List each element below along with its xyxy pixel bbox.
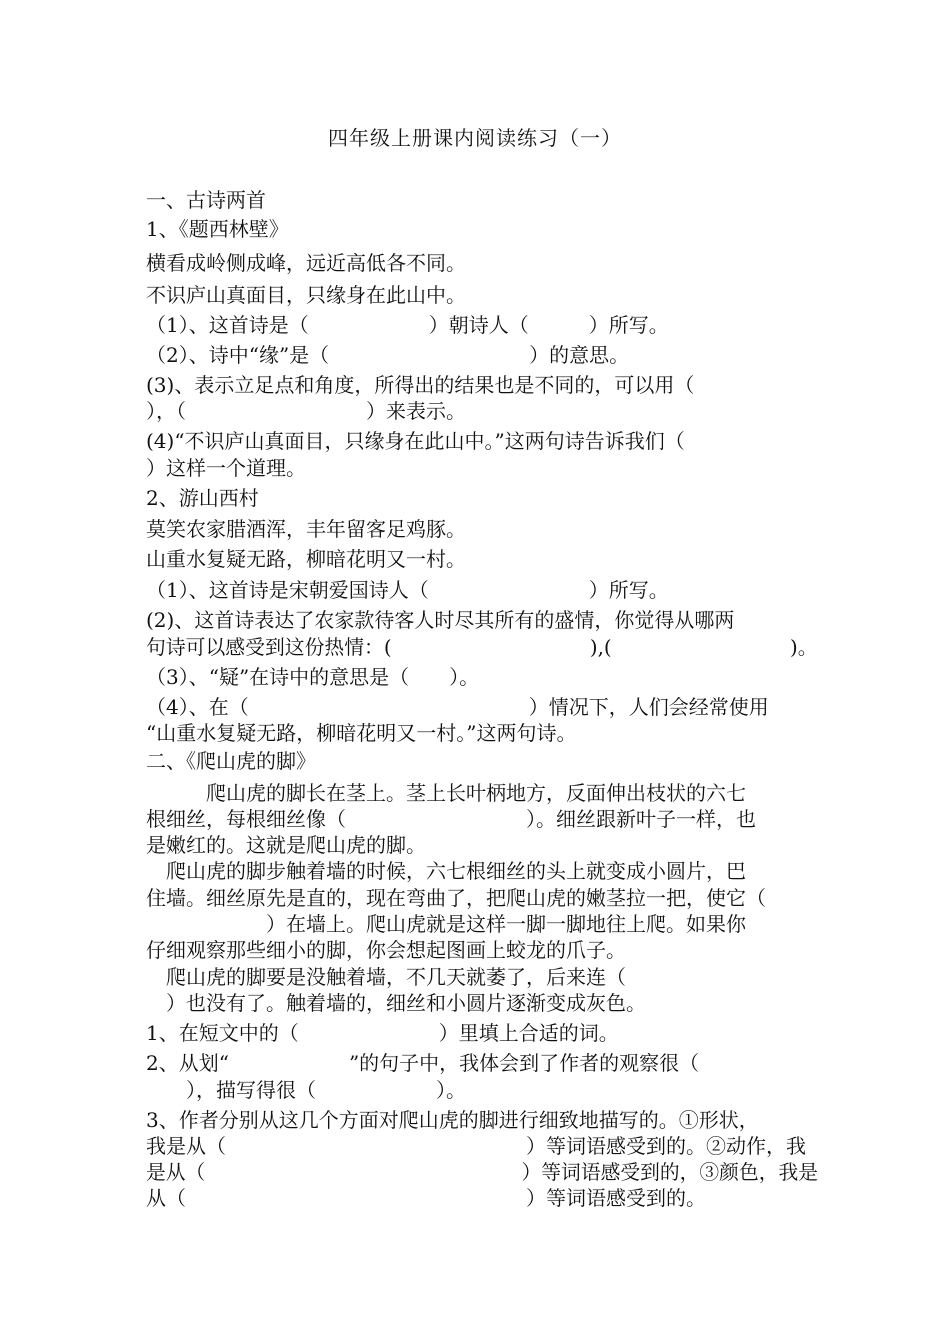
question-line: （2）、诗中“缘”是（ ）的意思。 [146, 343, 630, 367]
passage-line: 爬山虎的脚步触着墙的时候，六七根细丝的头上就变成小圆片，巴 [146, 859, 746, 883]
poem-line: 莫笑农家腊酒浑，丰年留客足鸡豚。 [146, 517, 466, 541]
poem-line: 山重水复疑无路，柳暗花明又一村。 [146, 547, 466, 571]
question-line: 是从（ ）等词语感受到的，③颜色，我是 [146, 1160, 818, 1184]
passage-line: ）在墙上。爬山虎就是这样一脚一脚地往上爬。如果你 [146, 912, 746, 936]
page-title: 四年级上册课内阅读练习（一） [328, 126, 622, 150]
passage-line: 爬山虎的脚长在茎上。茎上长叶柄地方，反面伸出枝状的六七 [146, 781, 746, 805]
passage-line: 仔细观察那些细小的脚，你会想起图画上蛟龙的爪子。 [146, 938, 626, 962]
question-line: (4)“不识庐山真面目，只缘身在此山中。”这两句诗告诉我们（ [146, 429, 685, 453]
question-line: 我是从（ ）等词语感受到的。②动作，我 [146, 1134, 806, 1158]
question-line: 从（ ）等词语感受到的。 [146, 1186, 706, 1210]
question-line: （3）、“疑”在诗中的意思是（ ）。 [146, 665, 480, 689]
question-line: “山重水复疑无路，柳暗花明又一村。”这两句诗。 [146, 721, 577, 745]
question-line: （1）、这首诗是宋朝爱国诗人（ ）所写。 [146, 578, 669, 602]
section-heading: 一、古诗两首 [146, 188, 266, 212]
poem-line: 不识庐山真面目，只缘身在此山中。 [146, 283, 466, 307]
poem-title: 2、游山西村 [146, 486, 259, 510]
question-line: ），描写得很（ ）。 [146, 1078, 466, 1102]
question-line: ），（ ）来表示。 [146, 399, 466, 423]
passage-line: 爬山虎的脚要是没触着墙，不几天就萎了，后来连（ [146, 965, 626, 989]
passage-line: 根细丝，每根细丝像（ ）。细丝跟新叶子一样，也 [146, 807, 756, 831]
question-line: 2、从划“ ”的句子中，我体会到了作者的观察很（ [146, 1051, 700, 1075]
question-line: （4）、在（ ）情况下，人们会经常使用 [146, 695, 769, 719]
section-heading: 二、《爬山虎的脚》 [146, 749, 316, 773]
question-line: （1）、这首诗是（ ）朝诗人（ ）所写。 [146, 313, 669, 337]
question-line: (3)、表示立足点和角度，所得出的结果也是不同的，可以用（ [146, 373, 695, 397]
question-line: ）这样一个道理。 [146, 456, 306, 480]
question-line: (2)、这首诗表达了农家款待客人时尽其所有的盛情，你觉得从哪两 [146, 608, 735, 632]
passage-line: ）也没有了。触着墙的，细丝和小圆片逐渐变成灰色。 [146, 991, 646, 1015]
question-line: 1、在短文中的（ ）里填上合适的词。 [146, 1021, 619, 1045]
poem-line: 横看成岭侧成峰，远近高低各不同。 [146, 251, 466, 275]
question-line: 句诗可以感受到这份热情：( ),( )。 [146, 635, 818, 659]
passage-line: 是嫩红的。这就是爬山虎的脚。 [146, 833, 426, 857]
poem-title: 1、《题西林壁》 [146, 217, 289, 241]
passage-line: 住墙。细丝原先是直的，现在弯曲了，把爬山虎的嫩茎拉一把，使它（ [146, 886, 766, 910]
question-line: 3、作者分别从这几个方面对爬山虎的脚进行细致地描写的。①形状， [146, 1108, 759, 1132]
